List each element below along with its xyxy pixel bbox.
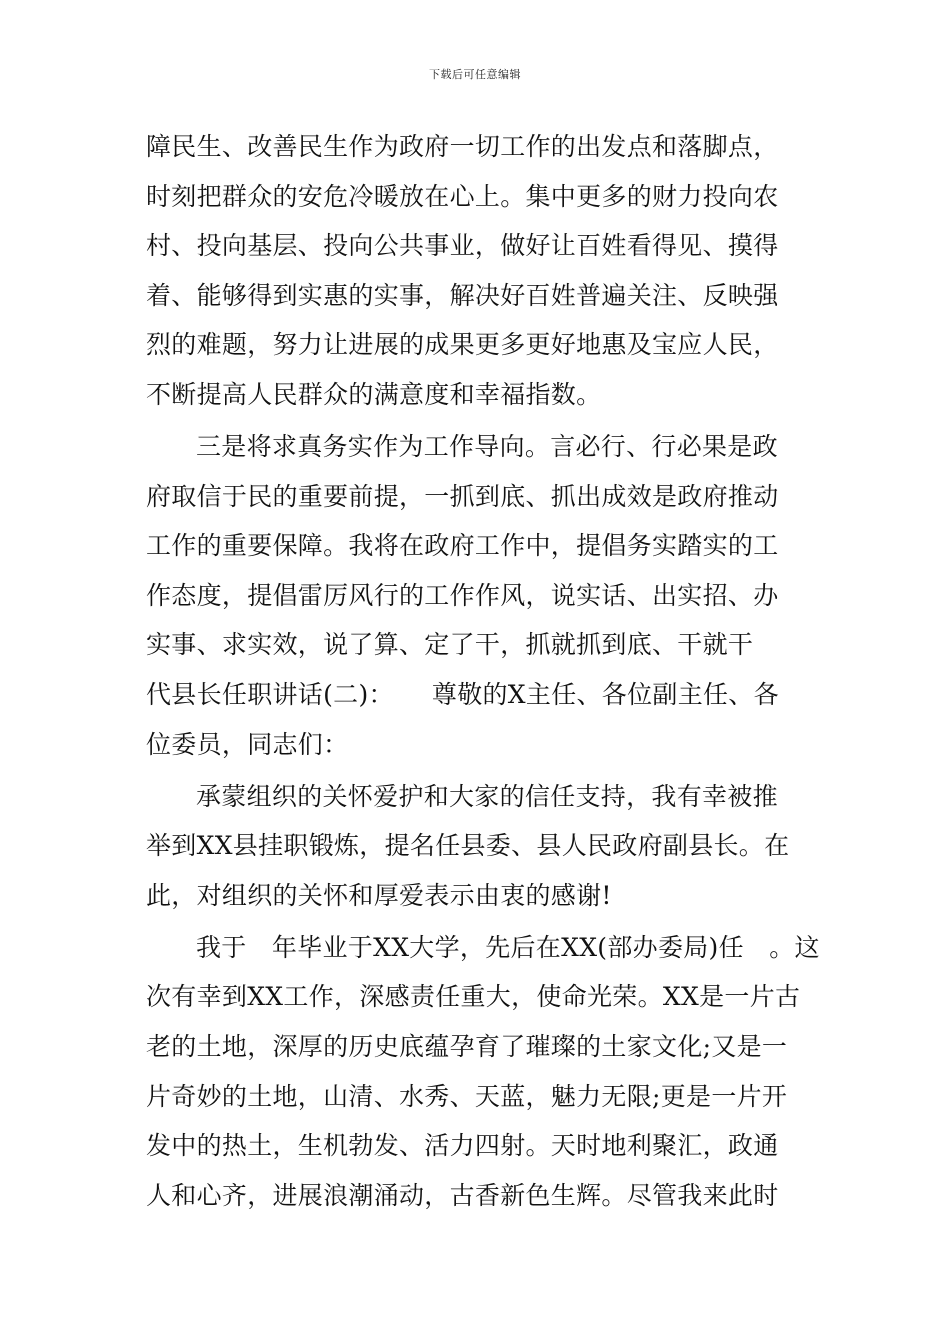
page-header: 下载后可任意编辑	[429, 68, 521, 81]
body-text	[146, 127, 820, 1225]
text-line: 障民生、改善民生作为政府一切工作的出发点和落脚点，	[146, 132, 779, 161]
text-line: 举到XX县挂职锻炼，提名任县委、县人民政府副县长。在	[146, 831, 790, 861]
text-line: 府取信于民的重要前提，一抓到底、抓出成效是政府推动	[146, 481, 779, 511]
text-line: 片奇妙的土地，山清、水秀、天蓝，魅力无限;更是一片开	[146, 1081, 788, 1111]
text-line: 村、投向基层、投向公共事业，做好让百姓看得见、摸得	[146, 231, 779, 261]
text-line: 实事、求实效，说了算、定了干，抓就抓到底、干就干	[146, 630, 754, 660]
text-line: 着、能够得到实惠的实事，解决好百姓普遍关注、反映强	[146, 280, 779, 310]
text-line: 工作的重要保障。我将在政府工作中，提倡务实踏实的工	[146, 531, 779, 561]
text-line: 时刻把群众的安危冷暖放在心上。集中更多的财力投向农	[146, 181, 779, 211]
paragraph-first-line: 三是将求真务实作为工作导向。言必行、行必果是政	[196, 431, 778, 461]
paragraph-first-line: 我于 年毕业于XX大学，先后在XX(部办委局)任 。这	[196, 932, 820, 962]
text-line: 老的土地，深厚的历史底蕴孕育了璀璨的土家文化;又是一	[146, 1031, 788, 1061]
paragraph-first-line: 承蒙组织的关怀爱护和大家的信任支持，我有幸被推	[196, 781, 778, 811]
text-line: 人和心齐，进展浪潮涌动，古香新色生辉。尽管我来此时	[146, 1180, 779, 1210]
text-line: 次有幸到XX工作，深感责任重大，使命光荣。XX是一片古	[146, 982, 801, 1012]
section-title-line: 代县长任职讲话(二)： 尊敬的X主任、各位副主任、各	[146, 679, 779, 709]
text-line: 位委员，同志们：	[146, 729, 349, 759]
text-line: 烈的难题，努力让进展的成果更多更好地惠及宝应人民，	[146, 330, 779, 360]
text-line: 发中的热土，生机勃发、活力四射。天时地利聚汇，政通	[146, 1131, 779, 1161]
text-line: 此，对组织的关怀和厚爱表示由衷的感谢!	[146, 880, 612, 910]
text-line: 不断提高人民群众的满意度和幸福指数。	[146, 379, 602, 409]
text-line: 作态度，提倡雷厉风行的工作作风，说实话、出实招、办	[146, 580, 779, 610]
